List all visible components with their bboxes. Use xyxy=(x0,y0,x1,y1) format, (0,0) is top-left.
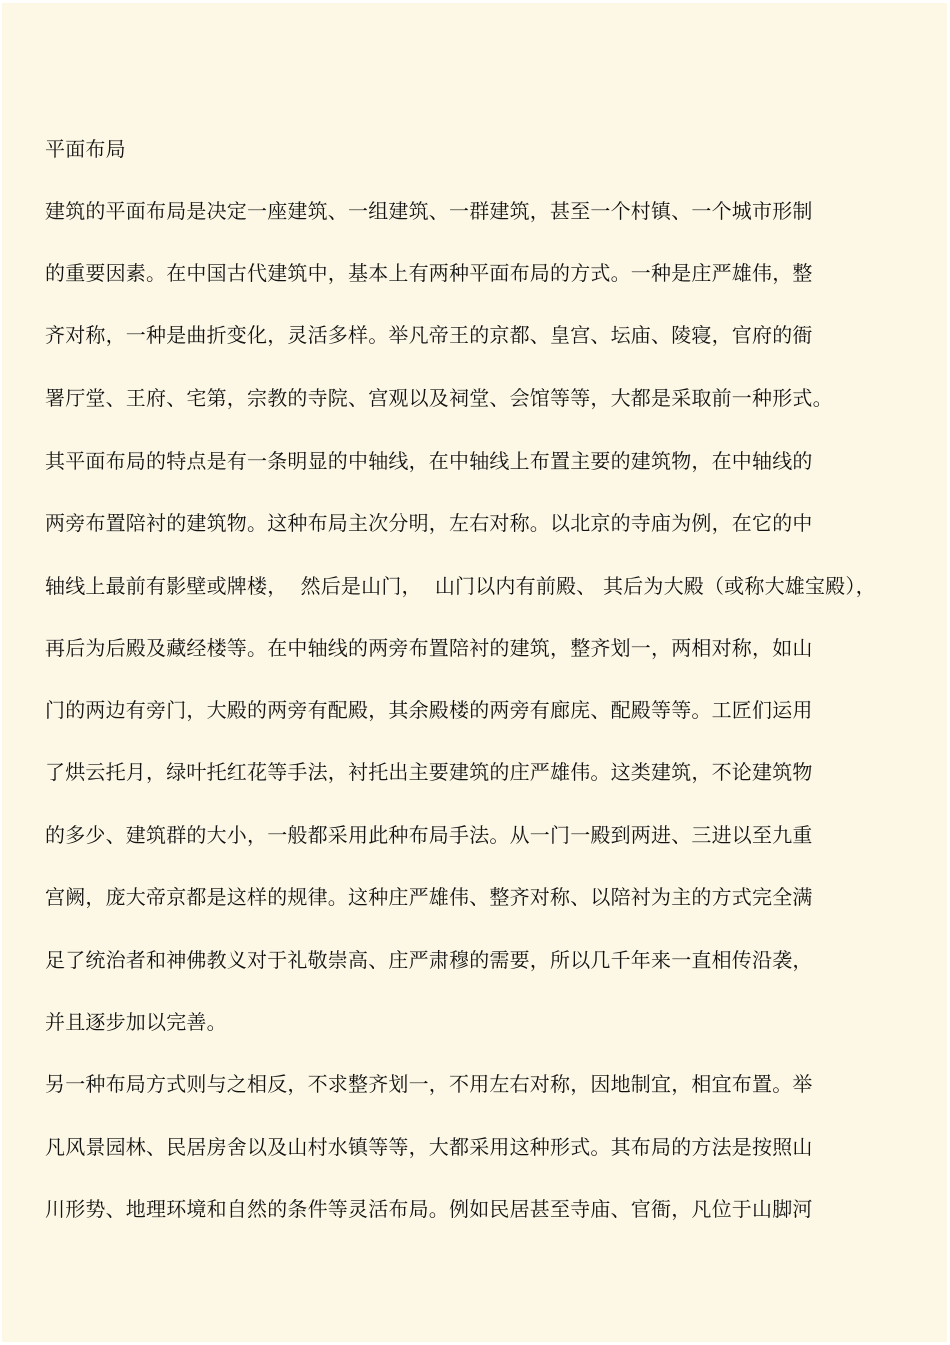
paragraph-line: 凡风景园林、民居房舍以及山村水镇等等，大都采用这种形式。其布局的方法是按照山 xyxy=(45,1135,813,1159)
document-page xyxy=(2,3,947,1342)
paragraph-line: 了烘云托月，绿叶托红花等手法，衬托出主要建筑的庄严雄伟。这类建筑，不论建筑物 xyxy=(45,760,813,784)
paragraph-line: 署厅堂、王府、宅第，宗教的寺院、宫观以及祠堂、会馆等等，大都是采取前一种形式。 xyxy=(45,386,833,410)
paragraph-line: 两旁布置陪衬的建筑物。这种布局主次分明，左右对称。以北京的寺庙为例，在它的中 xyxy=(45,511,813,535)
paragraph-line: 宫阙，庞大帝京都是这样的规律。这种庄严雄伟、整齐对称、以陪衬为主的方式完全满 xyxy=(45,885,813,909)
paragraph-line: 并且逐步加以完善。 xyxy=(45,1010,227,1034)
paragraph-line: 其平面布局的特点是有一条明显的中轴线，在中轴线上布置主要的建筑物，在中轴线的 xyxy=(45,449,813,473)
paragraph-line: 另一种布局方式则与之相反，不求整齐划一，不用左右对称，因地制宜，相宜布置。举 xyxy=(45,1072,813,1096)
section-heading: 平面布局 xyxy=(45,137,126,161)
paragraph-line: 门的两边有旁门，大殿的两旁有配殿，其余殿楼的两旁有廊庑、配殿等等。工匠们运用 xyxy=(45,698,813,722)
paragraph-line: 川形势、地理环境和自然的条件等灵活布局。例如民居甚至寺庙、官衙，凡位于山脚河 xyxy=(45,1197,813,1221)
paragraph-line: 的多少、建筑群的大小，一般都采用此种布局手法。从一门一殿到两进、三进以至九重 xyxy=(45,823,813,847)
paragraph-line: 齐对称，一种是曲折变化，灵活多样。举凡帝王的京都、皇宫、坛庙、陵寝，官府的衙 xyxy=(45,323,813,347)
paragraph-line: 轴线上最前有影壁或牌楼， 然后是山门， 山门以内有前殿、 其后为大殿（或称大雄宝殿）， xyxy=(45,574,876,598)
paragraph-line: 再后为后殿及藏经楼等。在中轴线的两旁布置陪衬的建筑，整齐划一，两相对称，如山 xyxy=(45,636,813,660)
paragraph-line: 足了统治者和神佛教义对于礼敬崇高、庄严肃穆的需要，所以几千年来一直相传沿袭， xyxy=(45,948,813,972)
paragraph-line: 建筑的平面布局是决定一座建筑、一组建筑、一群建筑，甚至一个村镇、一个城市形制 xyxy=(45,199,813,223)
paragraph-line: 的重要因素。在中国古代建筑中，基本上有两种平面布局的方式。一种是庄严雄伟，整 xyxy=(45,261,813,285)
